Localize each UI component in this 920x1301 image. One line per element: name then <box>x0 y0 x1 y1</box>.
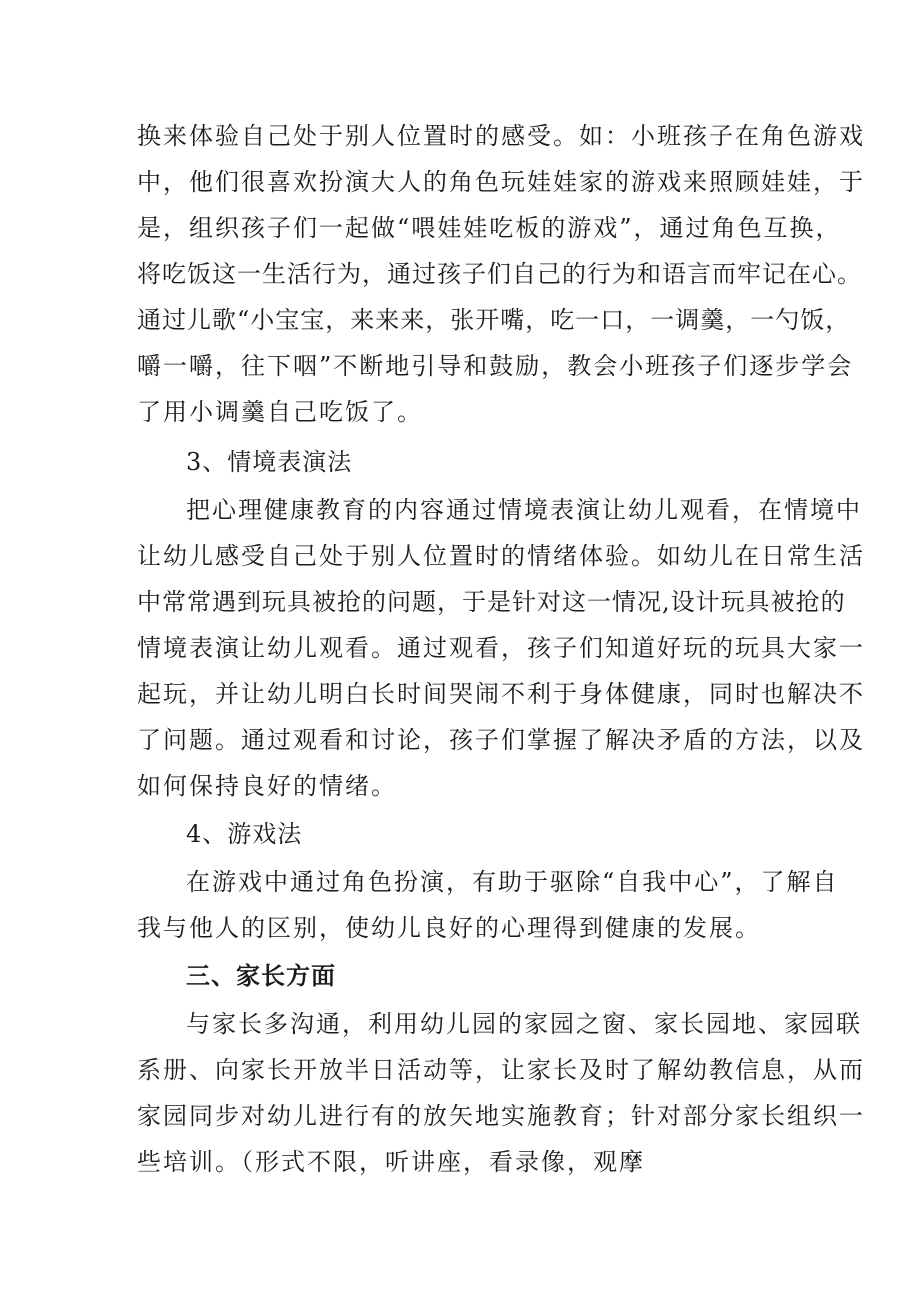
paragraph-4-line-4: 些培训。（形式不限，听讲座，看录像，观摩 <box>137 1148 645 1176</box>
paragraph-2-line-7: 如何保持良好的情绪。 <box>137 772 397 800</box>
paragraph-4-line-3: 家园同步对幼儿进行有的放矢地实施教育；针对部分家长组织一 <box>137 1102 865 1130</box>
paragraph-4-line-1: 与家长多沟通，利用幼儿园的家园之窗、家长园地、家园联 <box>186 1010 862 1038</box>
paragraph-1-line-6: 嚼一嚼，往下咽”不断地引导和鼓励，教会小班孩子们逐步学会 <box>137 352 854 380</box>
paragraph-1-line-4: 将吃饭这一生活行为，通过孩子们自己的行为和语言而牢记在心。 <box>137 260 862 288</box>
paragraph-1-line-1: 换来体验自己处于别人位置时的感受。如：小班孩子在角色游戏 <box>137 122 865 150</box>
subheading-situational-performance: 3、情境表演法 <box>186 448 353 476</box>
paragraph-2-line-5: 起玩，并让幼儿明白长时间哭闹不利于身体健康，同时也解决不 <box>137 680 865 708</box>
paragraph-2-line-4: 情境表演让幼儿观看。通过观看，孩子们知道好玩的玩具大家一 <box>137 634 865 662</box>
paragraph-3-line-2: 我与他人的区别，使幼儿良好的心理得到健康的发展。 <box>137 914 761 942</box>
paragraph-1-line-3: 是，组织孩子们一起做“喂娃娃吃板的游戏”，通过角色互换， <box>137 214 842 242</box>
subheading-game-method: 4、游戏法 <box>186 820 303 848</box>
paragraph-2-line-1: 把心理健康教育的内容通过情境表演让幼儿观看，在情境中 <box>186 496 862 524</box>
section-heading-parents: 三、家长方面 <box>186 961 336 990</box>
paragraph-1-line-5: 通过儿歌“小宝宝，来来来，张开嘴，吃一口，一调羹，一勺饭， <box>137 306 851 334</box>
paragraph-3-line-1: 在游戏中通过角色扮演，有助于驱除“自我中心”，了解自 <box>186 868 839 896</box>
paragraph-2-line-3: 中常常遇到玩具被抢的问题，于是针对这一情况,设计玩具被抢的 <box>137 588 846 616</box>
paragraph-1-line-2: 中，他们很喜欢扮演大人的角色玩娃娃家的游戏来照顾娃娃，于 <box>137 168 865 196</box>
paragraph-2-line-2: 让幼儿感受自己处于别人位置时的情绪体验。如幼儿在日常生活 <box>137 542 865 570</box>
paragraph-2-line-6: 了问题。通过观看和讨论，孩子们掌握了解决矛盾的方法，以及 <box>137 726 865 754</box>
paragraph-4-line-2: 系册、向家长开放半日活动等，让家长及时了解幼教信息，从而 <box>137 1056 865 1084</box>
paragraph-1-line-7: 了用小调羹自己吃饭了。 <box>137 398 423 426</box>
